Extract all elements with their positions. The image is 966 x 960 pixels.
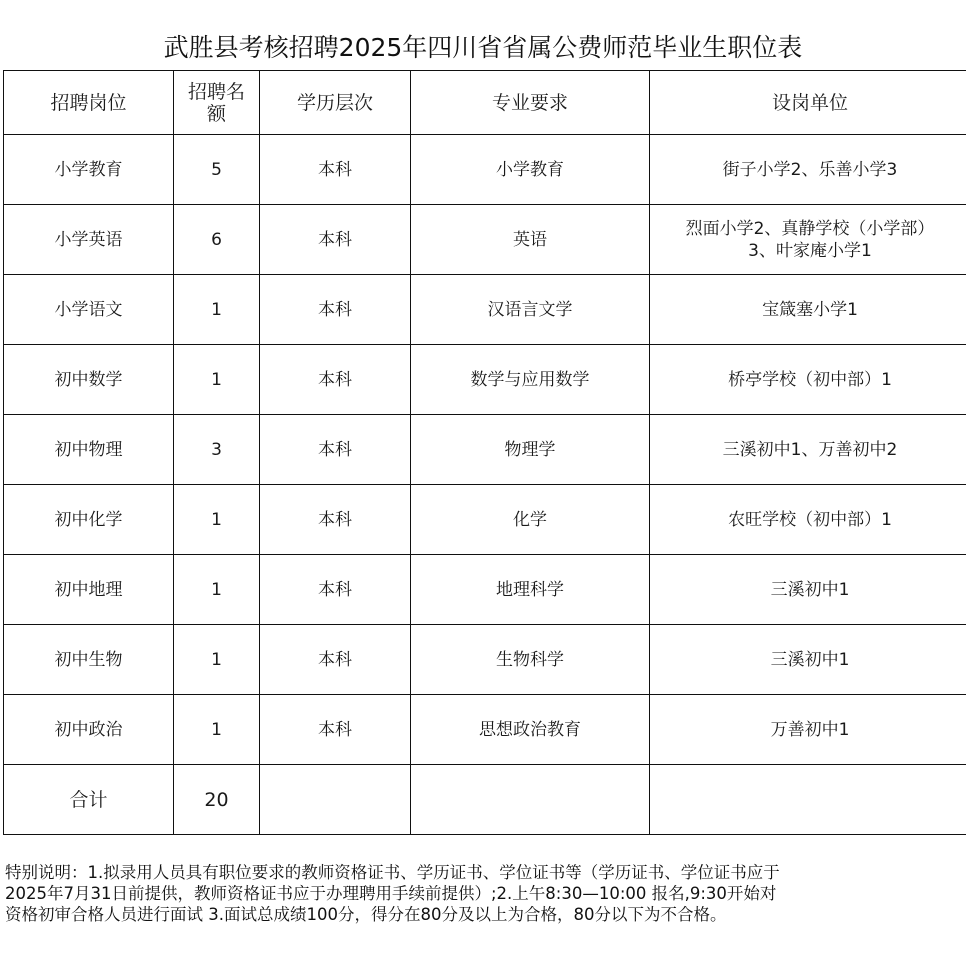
cell-education: 本科 [260, 555, 411, 625]
cell-quota: 6 [174, 205, 260, 275]
header-position: 招聘岗位 [4, 71, 174, 135]
cell-unit [650, 345, 966, 415]
cell-quota: 1 [174, 695, 260, 765]
total-row [4, 765, 966, 835]
cell-unit [650, 415, 966, 485]
header-unit: 设岗单位 [650, 71, 966, 135]
header-quota-line1: 招聘名 [187, 80, 245, 103]
note-line-2: 2025年7月31日前提供，教师资格证书应于办理聘用手续前提供）;2.上午8:30—10:00 报名,9:30开始对 [5, 884, 777, 903]
note-line-3: 资格初审合格人员进行面试 3.面试总成绩100分，得分在80分及以上为合格，80分以下为不合格。 [5, 905, 727, 924]
cell-unit-line1: 三溪初中1 [770, 579, 850, 600]
cell-unit-line1: 烈面小学2、真静学校（小学部） [685, 218, 935, 239]
cell-education: 本科 [260, 625, 411, 695]
cell-quota: 1 [174, 275, 260, 345]
cell-unit [650, 695, 966, 765]
cell-unit-line2: 3、叶家庵小学1 [748, 240, 872, 261]
cell-unit-line1: 万善初中1 [770, 719, 850, 740]
cell-major: 物理学 [411, 415, 650, 485]
table-row [4, 555, 966, 625]
header-quota-line2: 额 [206, 102, 226, 125]
table-row [4, 695, 966, 765]
table-header-row [4, 71, 966, 135]
cell-unit-line1: 农旺学校（初中部）1 [728, 509, 892, 530]
cell-unit-line1: 街子小学2、乐善小学3 [722, 159, 898, 180]
special-note [5, 862, 961, 925]
positions-table [3, 70, 966, 835]
cell-quota: 1 [174, 345, 260, 415]
cell-unit [650, 135, 966, 205]
cell-major: 数学与应用数学 [411, 345, 650, 415]
cell-major: 生物科学 [411, 625, 650, 695]
total-empty-cell [260, 765, 411, 835]
cell-position: 初中政治 [4, 695, 174, 765]
table-row [4, 135, 966, 205]
cell-major: 化学 [411, 485, 650, 555]
table-row [4, 345, 966, 415]
note-line-1: 特别说明：1.拟录用人员具有职位要求的教师资格证书、学历证书、学位证书等（学历证书、学位证书应于 [5, 863, 780, 882]
cell-education: 本科 [260, 415, 411, 485]
cell-position: 小学教育 [4, 135, 174, 205]
cell-education: 本科 [260, 275, 411, 345]
header-education: 学历层次 [260, 71, 411, 135]
table-row [4, 275, 966, 345]
cell-education: 本科 [260, 135, 411, 205]
cell-unit [650, 275, 966, 345]
cell-education: 本科 [260, 205, 411, 275]
header-major: 专业要求 [411, 71, 650, 135]
cell-major: 英语 [411, 205, 650, 275]
cell-position: 初中地理 [4, 555, 174, 625]
cell-unit-line1: 三溪初中1 [770, 649, 850, 670]
cell-education: 本科 [260, 345, 411, 415]
cell-quota: 1 [174, 625, 260, 695]
cell-quota: 3 [174, 415, 260, 485]
table-row [4, 625, 966, 695]
cell-major: 思想政治教育 [411, 695, 650, 765]
cell-unit [650, 485, 966, 555]
table-row [4, 415, 966, 485]
table-row [4, 205, 966, 275]
cell-education: 本科 [260, 485, 411, 555]
cell-major: 地理科学 [411, 555, 650, 625]
total-label: 合计 [4, 765, 174, 835]
cell-unit-line1: 桥亭学校（初中部）1 [728, 369, 892, 390]
table-row [4, 485, 966, 555]
cell-position: 初中数学 [4, 345, 174, 415]
cell-unit-line1: 宝箴塞小学1 [762, 299, 858, 320]
cell-unit-line1: 三溪初中1、万善初中2 [722, 439, 898, 460]
total-empty-cell [411, 765, 650, 835]
cell-position: 小学英语 [4, 205, 174, 275]
cell-major: 小学教育 [411, 135, 650, 205]
total-quota: 20 [174, 765, 260, 835]
header-quota [174, 71, 260, 135]
cell-unit [650, 205, 966, 275]
cell-unit [650, 555, 966, 625]
cell-position: 初中生物 [4, 625, 174, 695]
cell-education: 本科 [260, 695, 411, 765]
cell-position: 小学语文 [4, 275, 174, 345]
total-empty-cell [650, 765, 966, 835]
page-title: 武胜县考核招聘2025年四川省省属公费师范毕业生职位表 [163, 33, 803, 62]
cell-position: 初中物理 [4, 415, 174, 485]
cell-quota: 1 [174, 485, 260, 555]
cell-major: 汉语言文学 [411, 275, 650, 345]
cell-quota: 5 [174, 135, 260, 205]
cell-quota: 1 [174, 555, 260, 625]
cell-position: 初中化学 [4, 485, 174, 555]
cell-unit [650, 625, 966, 695]
